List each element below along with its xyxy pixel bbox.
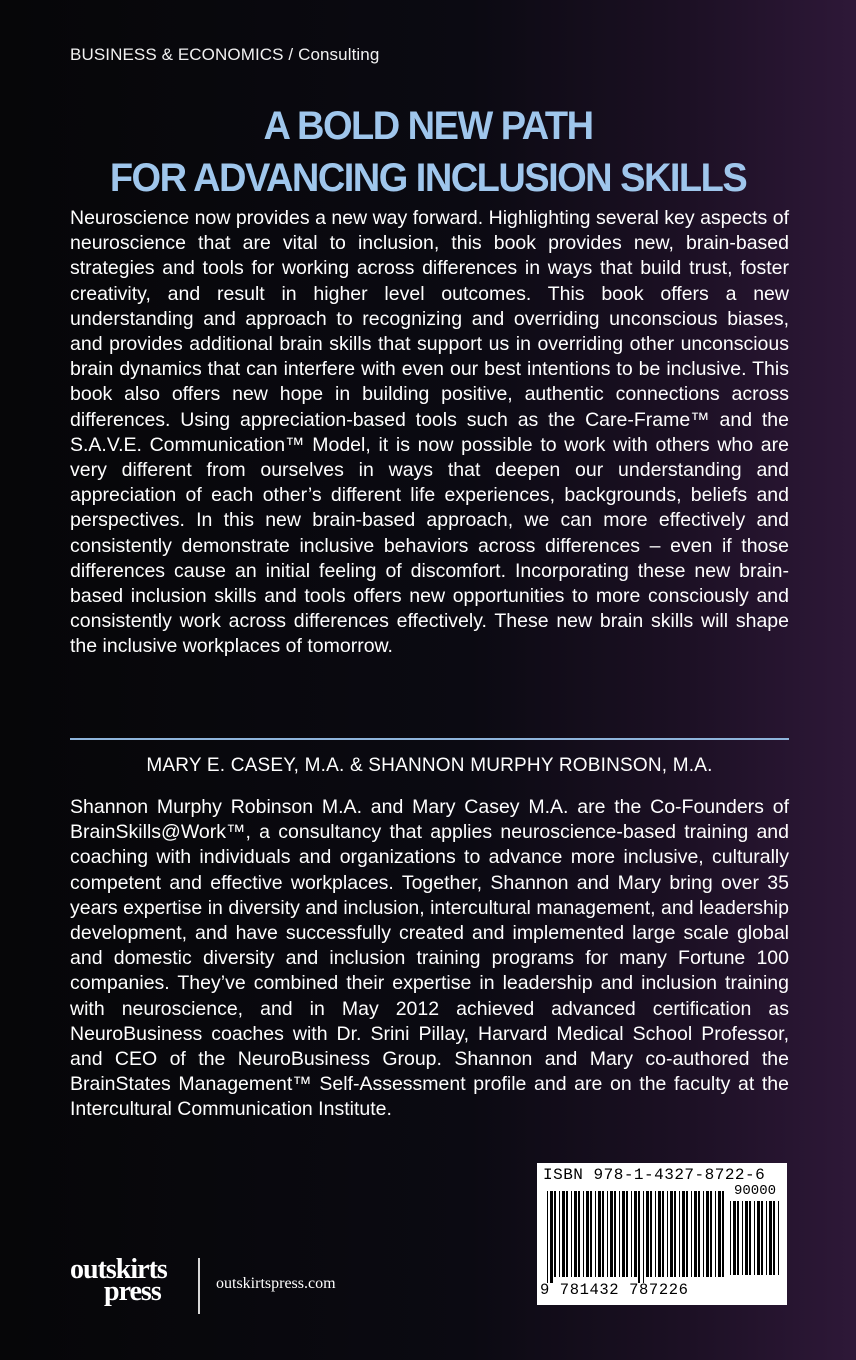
- barcode-bar: [566, 1191, 568, 1277]
- barcode-bar: [595, 1191, 596, 1277]
- publisher-logo: [70, 1255, 190, 1315]
- barcode-bar: [602, 1191, 604, 1277]
- barcode-bar: [703, 1191, 704, 1277]
- barcode-bar: [745, 1201, 748, 1275]
- barcode-bar: [646, 1191, 649, 1277]
- barcode-bar: [679, 1191, 680, 1277]
- price-code: 90000: [734, 1183, 777, 1199]
- barcode-bar: [590, 1191, 592, 1277]
- publisher-website: outskirtspress.com: [216, 1275, 336, 1292]
- headline-line-1: A BOLD NEW PATH: [263, 104, 593, 148]
- barcode-bar: [634, 1191, 637, 1277]
- barcode-bar: [598, 1191, 601, 1277]
- barcode-bar: [562, 1191, 565, 1277]
- barcode-bar: [550, 1191, 553, 1283]
- ean-digits: 9 781432 787226: [540, 1281, 689, 1299]
- barcode-bar: [722, 1191, 724, 1277]
- publisher-logo-bottom: press: [104, 1276, 161, 1307]
- barcode-bar: [650, 1191, 652, 1277]
- barcode-bar: [742, 1201, 743, 1275]
- barcode-bar: [761, 1201, 763, 1275]
- barcode-bar: [778, 1201, 779, 1275]
- barcode-bar: [737, 1201, 739, 1275]
- barcode-bar: [733, 1201, 736, 1275]
- barcode-bar: [730, 1201, 731, 1275]
- barcode-bar: [773, 1201, 775, 1275]
- barcode-bar: [718, 1191, 721, 1277]
- barcode-bar: [559, 1191, 560, 1277]
- barcode-bar: [766, 1201, 767, 1275]
- barcode-bar: [547, 1191, 548, 1283]
- barcode-bar: [586, 1191, 589, 1277]
- barcode-bar: [578, 1191, 580, 1277]
- barcode-bar: [769, 1201, 772, 1275]
- barcode-bar: [662, 1191, 664, 1277]
- barcode-bar: [626, 1191, 628, 1277]
- isbn-barcode: [537, 1163, 787, 1305]
- barcode-bar: [638, 1191, 640, 1283]
- barcode-bar: [749, 1201, 751, 1275]
- barcode-bar: [631, 1191, 632, 1277]
- barcode-bar: [698, 1191, 700, 1277]
- barcode-bar: [686, 1191, 688, 1277]
- barcode-bar: [667, 1191, 668, 1277]
- publisher-logo-top: outskirts: [70, 1254, 167, 1285]
- barcode-bar: [674, 1191, 676, 1277]
- book-description: Neuroscience now provides a new way forward. Highlighting several key aspects of neuroscience that are vital to inclusion, this book provides new, brain-based strategies and tools for working across differences in ways that build trust, foster creativity, and result in higher level outcomes. This book offers a new understanding and approach to recognizing and overriding unconscious biases, and provides additional brain skills that support us in overriding other unconscious brain dynamics that can interfere with even our best intentions to be inclusive. This book also offers new hope in building positive, authentic connections across differences. Using appreciation-based tools such as the Care-Frame™ and the S.A.V.E. Communication™ Model, it is now possible to work with others who are very different from ourselves in ways that deepen our understanding and appreciation of each other’s different life experiences, backgrounds, beliefs and perspectives. In this new brain-based approach, we can more effectively and consistently demonstrate inclusive behaviors across differences – even if those differences cause an initial feeling of discomfort. Incorporating these new brain-based inclusion skills and tools offers new opportunities to more consciously and consistently work across differences effectively. These new brain skills will shape the inclusive workplaces of tomorrow.: [70, 207, 789, 658]
- category-label: BUSINESS & ECONOMICS / Consulting: [70, 45, 380, 64]
- barcode-bar: [757, 1201, 760, 1275]
- barcode-bar: [754, 1201, 755, 1275]
- barcode-bar: [583, 1191, 584, 1277]
- barcode-bar: [614, 1191, 616, 1277]
- isbn-number: ISBN 978-1-4327-8722-6: [543, 1166, 766, 1184]
- barcode-bar: [574, 1191, 577, 1277]
- ean-barcode-bars: [547, 1191, 725, 1283]
- barcode-bar: [622, 1191, 625, 1277]
- barcode-bar: [619, 1191, 620, 1277]
- barcode-bar: [706, 1191, 709, 1277]
- publisher-divider: [198, 1258, 200, 1314]
- barcode-bar: [710, 1191, 712, 1277]
- barcode-bar: [607, 1191, 608, 1277]
- barcode-bar: [694, 1191, 697, 1277]
- headline: [21, 100, 834, 204]
- barcode-bar: [554, 1191, 556, 1277]
- author-bio: Shannon Murphy Robinson M.A. and Mary Casey M.A. are the Co-Founders of BrainSkills@Work™, a consultancy that applies neuroscience-based training and coaching with individuals and organizations to advance more inclusive, culturally competent and effective workplaces. Together, Shannon and Mary bring over 35 years expertise in diversity and inclusion, intercultural management, and leadership development, and have successfully created and implemented large scale global and domestic diversity and inclusion training programs for many Fortune 100 companies. They’ve combined their expertise in leadership and inclusion training with neuroscience, and in May 2012 achieved advanced certification as NeuroBusiness coaches with Dr. Srini Pillay, Harvard Medical School Professor, and CEO of the NeuroBusiness Group. Shannon and Mary co-authored the BrainStates Management™ Self-Assessment profile and are on the faculty at the Intercultural Communication Institute.: [70, 796, 789, 1121]
- barcode-bar: [658, 1191, 661, 1277]
- barcode-bar: [691, 1191, 692, 1277]
- barcode-bar: [643, 1191, 644, 1283]
- barcode-bar: [655, 1191, 656, 1277]
- barcode-bar: [571, 1191, 572, 1277]
- author-names: MARY E. CASEY, M.A. & SHANNON MURPHY ROBINSON, M.A.: [146, 755, 713, 776]
- addon-barcode-bars: [730, 1201, 782, 1281]
- section-divider: [70, 738, 789, 740]
- barcode-bar: [715, 1191, 716, 1277]
- barcode-bar: [610, 1191, 613, 1277]
- headline-line-2: FOR ADVANCING INCLUSION SKILLS: [109, 156, 747, 200]
- barcode-bar: [682, 1191, 685, 1277]
- barcode-bar: [670, 1191, 673, 1277]
